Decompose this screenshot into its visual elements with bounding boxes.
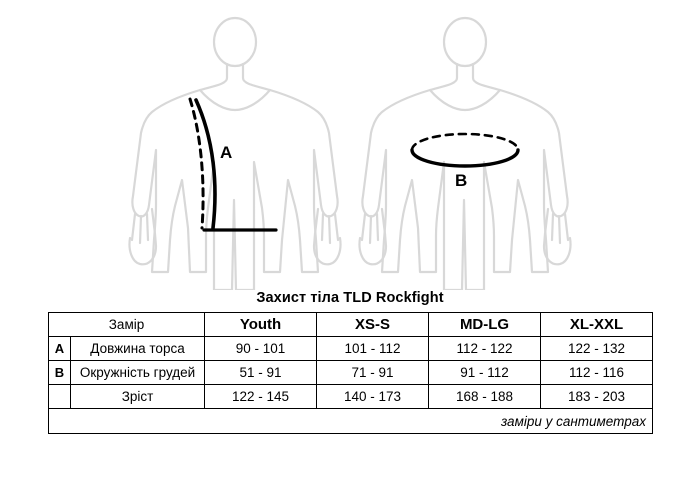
row-label-chest: Окружність грудей [71, 361, 205, 385]
cell-height-md-lg: 168 - 188 [429, 385, 541, 409]
row-key-b: B [49, 361, 71, 385]
row-key-a: A [49, 337, 71, 361]
cell-torso-xs-s: 101 - 112 [317, 337, 429, 361]
cell-torso-youth: 90 - 101 [205, 337, 317, 361]
column-header-youth: Youth [205, 313, 317, 337]
row-key-empty [49, 385, 71, 409]
cell-height-xs-s: 140 - 173 [317, 385, 429, 409]
cell-chest-xs-s: 71 - 91 [317, 361, 429, 385]
cell-chest-md-lg: 91 - 112 [429, 361, 541, 385]
row-label-height: Зріст [71, 385, 205, 409]
size-table-wrapper [0, 312, 700, 434]
chest-circumference-measure [412, 134, 518, 190]
cell-height-xl-xxl: 183 - 203 [541, 385, 653, 409]
units-footnote: заміри у сантиметрах [49, 409, 653, 434]
page-title: Захист тіла TLD Rockfight [256, 290, 444, 306]
cell-torso-xl-xxl: 122 - 132 [541, 337, 653, 361]
cell-chest-xl-xxl: 112 - 116 [541, 361, 653, 385]
cell-chest-youth: 51 - 91 [205, 361, 317, 385]
column-header-measure: Замір [49, 313, 205, 337]
marker-a-label: A [220, 143, 233, 162]
left-body-outline [129, 18, 340, 290]
table-row [49, 337, 653, 361]
column-header-xl-xxl: XL-XXL [541, 313, 653, 337]
marker-b-label: B [455, 171, 468, 190]
size-chart-table [48, 312, 653, 434]
table-footnote-row [49, 409, 653, 434]
table-row [49, 361, 653, 385]
row-label-torso-length: Довжина торса [71, 337, 205, 361]
column-header-md-lg: MD-LG [429, 313, 541, 337]
table-header-row [49, 313, 653, 337]
cell-torso-md-lg: 112 - 122 [429, 337, 541, 361]
right-body-outline [359, 18, 570, 290]
table-row [49, 385, 653, 409]
cell-height-youth: 122 - 145 [205, 385, 317, 409]
column-header-xs-s: XS-S [317, 313, 429, 337]
